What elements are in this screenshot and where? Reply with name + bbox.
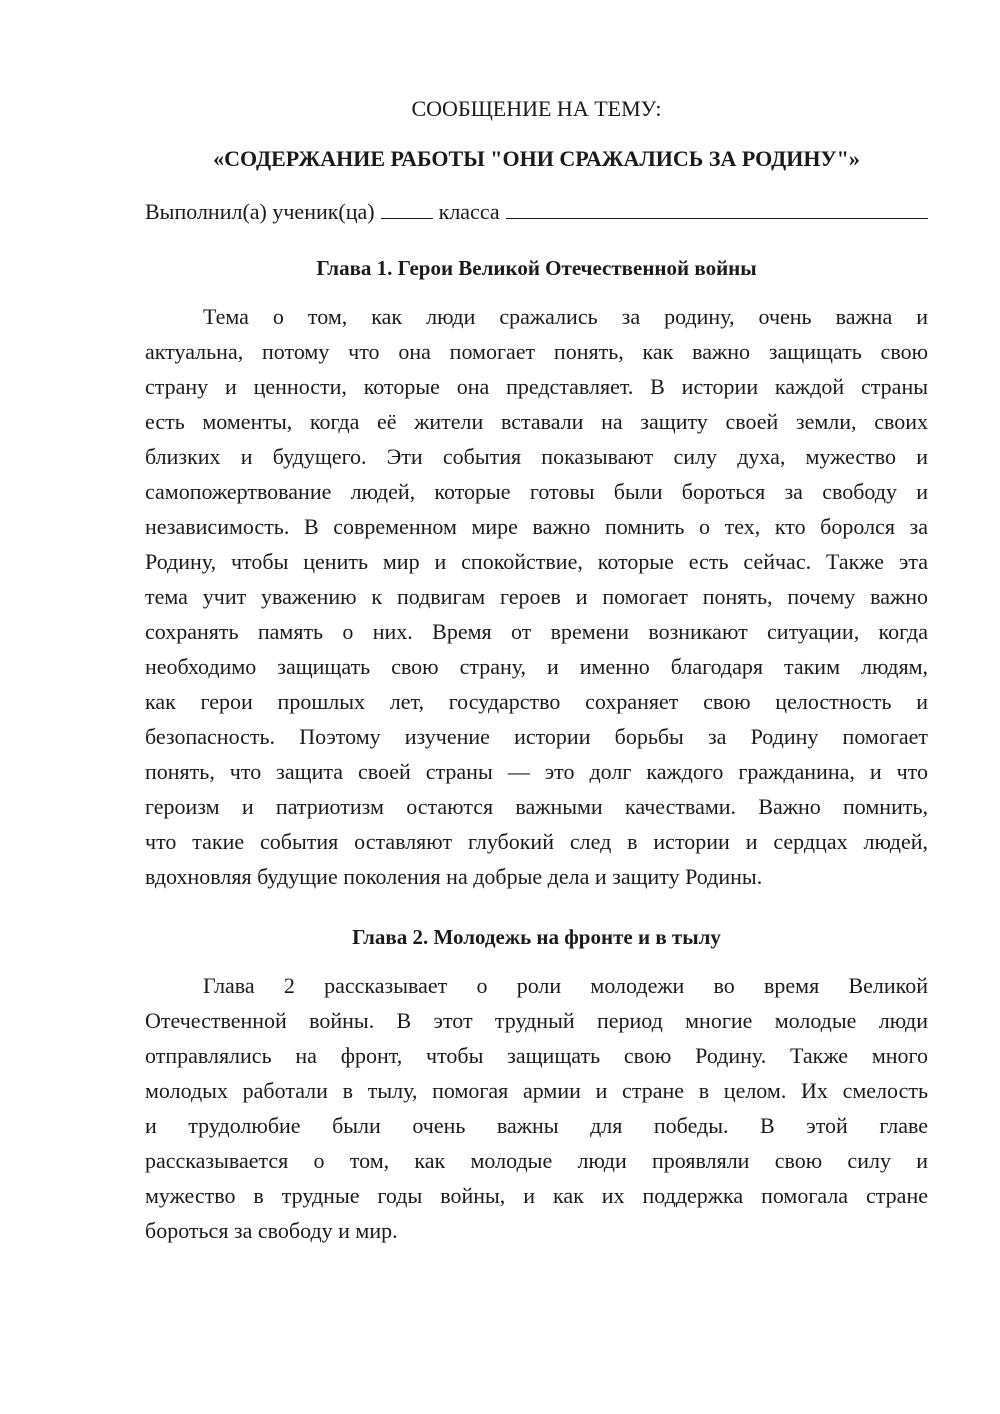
paragraph-line: молодых работали в тылу, помогая армии и стране в целом. Их смелость <box>145 1078 928 1103</box>
class-name-blank <box>506 200 928 219</box>
paragraph-line: героизм и патриотизм остаются важными качествами. Важно помнить, <box>145 794 928 819</box>
paragraph-line: Тема о том, как люди сражались за родину, очень важна и <box>203 304 928 329</box>
paragraph-line: необходимо защищать свою страну, и именно благодаря таким людям, <box>145 654 928 679</box>
paragraph-line: вдохновляя будущие поколения на добрые дела и защиту Родины. <box>145 864 763 889</box>
paragraph-line: как герои прошлых лет, государство сохраняет свою целостность и <box>145 689 928 714</box>
paragraph-line: страну и ценности, которые она представляет. В истории каждой страны <box>145 374 928 399</box>
author-line <box>145 197 928 227</box>
paragraph-line: отправлялись на фронт, чтобы защищать свою Родину. Также много <box>145 1043 928 1068</box>
chapter-2-paragraph <box>145 968 928 1248</box>
topic-label: СООБЩЕНИЕ НА ТЕМУ: <box>411 96 662 121</box>
paragraph-line: актуальна, потому что она помогает понять, как важно защищать свою <box>145 339 928 364</box>
chapter-1-title: Глава 1. Герои Великой Отечественной войны <box>316 256 757 280</box>
paragraph-line: самопожертвование людей, которые готовы были бороться за свободу и <box>145 479 928 504</box>
chapter-1-paragraph <box>145 299 928 894</box>
grade-blank <box>381 200 433 219</box>
paragraph-line: сохранять память о них. Время от времени возникают ситуации, когда <box>145 619 928 644</box>
author-prefix: Выполнил(а) ученик(ца) <box>145 199 375 224</box>
paragraph-line: Глава 2 рассказывает о роли молодежи во время Великой <box>203 973 928 998</box>
paragraph-line: понять, что защита своей страны — это долг каждого гражданина, и что <box>145 759 928 784</box>
paragraph-line: близких и будущего. Эти события показывают силу духа, мужество и <box>145 444 928 469</box>
paragraph-line: рассказывается о том, как молодые люди проявляли свою силу и <box>145 1148 928 1173</box>
document-title: «СОДЕРЖАНИЕ РАБОТЫ "ОНИ СРАЖАЛИСЬ ЗА РОДИНУ"» <box>213 146 860 171</box>
chapter-2-title: Глава 2. Молодежь на фронте и в тылу <box>352 925 721 949</box>
class-label: класса <box>438 199 500 224</box>
paragraph-line: и трудолюбие были очень важны для победы. В этой главе <box>145 1113 928 1138</box>
paragraph-line: что такие события оставляют глубокий след в истории и сердцах людей, <box>145 829 928 854</box>
paragraph-line: есть моменты, когда её жители вставали на защиту своей земли, своих <box>145 409 928 434</box>
paragraph-line: тема учит уважению к подвигам героев и помогает понять, почему важно <box>145 584 928 609</box>
paragraph-line: мужество в трудные годы войны, и как их поддержка помогала стране <box>145 1183 928 1208</box>
paragraph-line: Родину, чтобы ценить мир и спокойствие, которые есть сейчас. Также эта <box>145 549 928 574</box>
paragraph-line: бороться за свободу и мир. <box>145 1218 398 1243</box>
paragraph-line: безопасность. Поэтому изучение истории борьбы за Родину помогает <box>145 724 928 749</box>
paragraph-line: независимость. В современном мире важно помнить о тех, кто боролся за <box>145 514 928 539</box>
paragraph-line: Отечественной войны. В этот трудный период многие молодые люди <box>145 1008 928 1033</box>
